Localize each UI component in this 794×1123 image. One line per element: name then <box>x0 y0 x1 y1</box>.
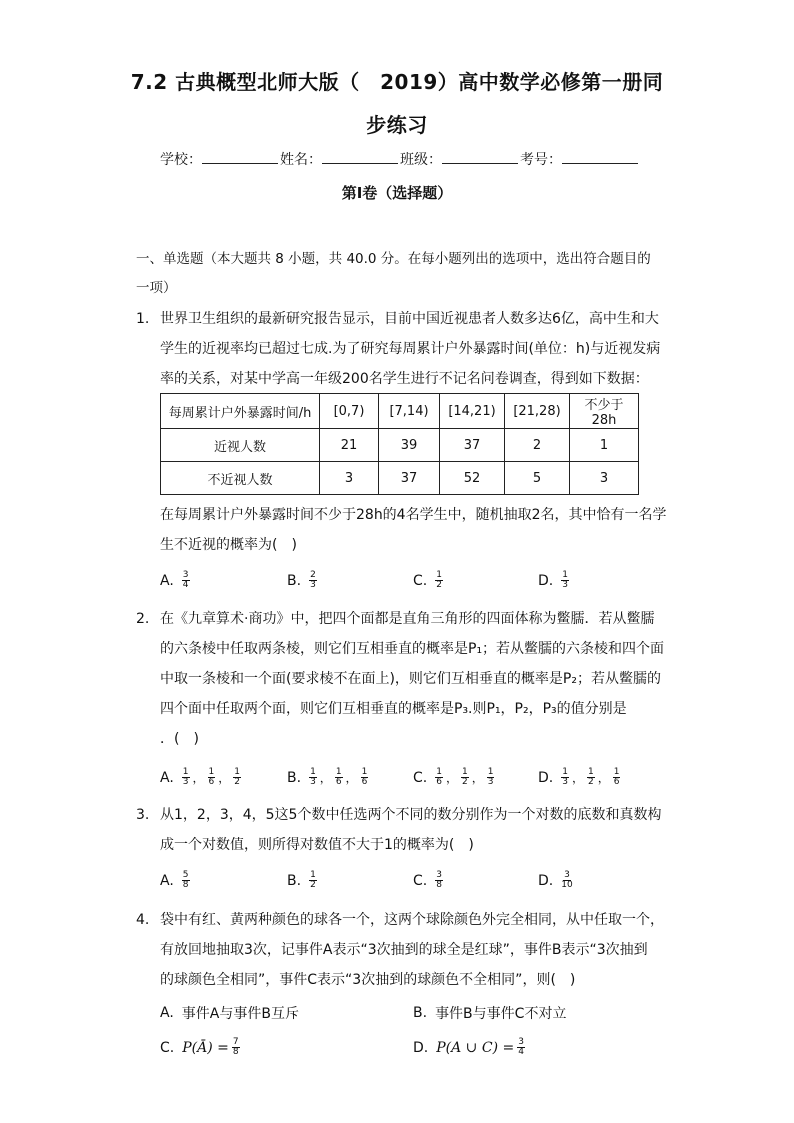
question-line: 学生的近视率均已超过七成.为了研究每周累计户外暴露时间(单位：h)与近视发病 <box>160 341 661 357</box>
option-label: D. <box>538 572 554 589</box>
section-title: 第I卷（选择题） <box>341 184 453 202</box>
table-row <box>161 462 639 495</box>
question-1-cont <box>160 500 670 560</box>
class-label: 班级： <box>400 152 442 168</box>
exam-number-blank[interactable] <box>562 149 638 164</box>
fraction: $\frac{2}{3}$ <box>310 570 316 590</box>
option-text: 事件A与事件B互斥 <box>181 1006 299 1022</box>
option-b[interactable] <box>287 871 317 890</box>
fraction: $\frac{1}{3}$ <box>562 767 568 787</box>
option-label: D. <box>538 769 554 786</box>
question-3 <box>136 800 666 860</box>
question-line: 的球颜色全相同”，事件C表示“3次抽到的球颜色不全相同”，则( ) <box>160 972 576 988</box>
fraction: $\frac{3}{10}$ <box>561 870 573 890</box>
question-1 <box>136 304 666 394</box>
school-blank[interactable] <box>202 149 278 164</box>
table-cell: 37 <box>379 462 440 495</box>
instructions <box>136 245 666 303</box>
question-line: 四个面中任取两个面，则它们互相垂直的概率是P₃.则P₁，P₂，P₃的值分别是 <box>160 701 627 717</box>
table-header-cell: [21,28) <box>505 394 570 429</box>
survey-table <box>160 393 639 495</box>
option-b[interactable] <box>287 571 317 590</box>
option-a[interactable] <box>160 571 190 590</box>
option-label: B. <box>413 1005 428 1021</box>
fraction: $\frac{1}{3}$ <box>310 767 316 787</box>
option-label: C. <box>413 769 428 786</box>
fraction: $\frac{1}{2}$ <box>310 870 316 890</box>
option-text: 事件B与事件C不对立 <box>435 1006 567 1022</box>
fraction: $\frac{1}{6}$ <box>436 767 442 787</box>
question-line: 生不近视的概率为( ) <box>160 537 297 553</box>
table-row <box>161 429 639 462</box>
question-number: 4. <box>136 912 150 928</box>
instructions-line: 一、单选题（本大题共 8 小题，共 40.0 分。在每小题列出的选项中，选出符合题目的 <box>136 251 651 267</box>
fraction: $\frac{3}{8}$ <box>436 870 442 890</box>
question-line: 袋中有红、黄两种颜色的球各一个，这两个球除颜色外完全相同，从中任取一个， <box>160 912 664 928</box>
option-label: C. <box>413 572 428 589</box>
option-b[interactable] <box>413 1003 566 1023</box>
table-header-cell: [14,21) <box>440 394 505 429</box>
option-d[interactable]: D. $\frac{1}{3}$ ， $\frac{1}{2}$ ， $\frac{1}{6}$ <box>538 767 620 787</box>
fraction: $\frac{3}{4}$ <box>518 1037 524 1057</box>
question-4 <box>136 905 666 995</box>
option-d[interactable] <box>538 871 573 890</box>
name-label: 姓名： <box>280 152 322 168</box>
exam-number-label: 考号： <box>520 152 562 168</box>
option-a[interactable]: A. $\frac{1}{3}$ ， $\frac{1}{6}$ ， $\frac{1}{2}$ <box>160 767 241 787</box>
fraction: $\frac{1}{3}$ <box>562 570 568 590</box>
table-header-cell: [0,7) <box>320 394 379 429</box>
table-cell: 21 <box>320 429 379 462</box>
question-line: 有放回地抽取3次，记事件A表示“3次抽到的球全是红球”，事件B表示“3次抽到 <box>160 942 648 958</box>
option-c[interactable]: C. $\frac{1}{6}$ ， $\frac{1}{2}$ ， $\frac{1}{3}$ <box>413 767 494 787</box>
option-label: B. <box>287 769 302 786</box>
option-text: P(Ā) = <box>182 1039 229 1056</box>
fraction: $\frac{1}{2}$ <box>436 570 442 590</box>
class-blank[interactable] <box>442 149 518 164</box>
fraction: $\frac{1}{3}$ <box>182 767 189 787</box>
table-cell: 近视人数 <box>161 429 320 462</box>
option-label: D. <box>538 872 554 889</box>
page-title-cont: 步练习 <box>366 113 428 137</box>
option-d[interactable] <box>538 571 569 590</box>
fraction: $\frac{1}{2}$ <box>234 767 241 787</box>
table-cell: 37 <box>440 429 505 462</box>
option-text: P(A ∪ C) = <box>436 1039 515 1056</box>
option-label: B. <box>287 572 302 589</box>
table-cell: 1 <box>570 429 639 462</box>
fraction: $\frac{1}{2}$ <box>461 767 468 787</box>
table-cell: 39 <box>379 429 440 462</box>
option-c[interactable] <box>413 571 443 590</box>
question-line: 从1，2，3，4，5这5个数中任选两个不同的数分别作为一个对数的底数和真数构 <box>160 807 662 823</box>
page-title: 7.2 古典概型北师大版（ 2019）高中数学必修第一册同 <box>130 70 664 94</box>
question-number: 2. <box>136 611 150 627</box>
question-line: ．( ) <box>160 731 199 747</box>
table-header-cell: 每周累计户外暴露时间/h <box>161 394 320 429</box>
fraction: $\frac{3}{4}$ <box>182 570 189 590</box>
option-label: C. <box>160 1039 175 1056</box>
question-line: 的六条棱中任取两条棱，则它们互相垂直的概率是P₁；若从鳖臑的六条棱和四个面 <box>160 641 665 657</box>
table-cell: 不近视人数 <box>161 462 320 495</box>
table-cell: 3 <box>320 462 379 495</box>
fraction: $\frac{7}{8}$ <box>232 1037 239 1057</box>
table-cell: 52 <box>440 462 505 495</box>
option-a[interactable] <box>160 871 190 890</box>
option-label: A. <box>160 572 174 589</box>
name-blank[interactable] <box>322 149 398 164</box>
option-d[interactable] <box>413 1038 525 1057</box>
table-cell: 5 <box>505 462 570 495</box>
option-label: C. <box>413 872 428 889</box>
option-label: A. <box>160 1005 174 1021</box>
fraction: $\frac{1}{6}$ <box>208 767 215 787</box>
question-line: 中取一条棱和一个面(要求棱不在面上)，则它们互相垂直的概率是P₂；若从鳖臑的 <box>160 671 661 687</box>
fraction: $\frac{1}{2}$ <box>587 767 594 787</box>
option-c[interactable] <box>413 871 443 890</box>
fraction: $\frac{1}{3}$ <box>487 767 494 787</box>
question-line: 成一个对数值，则所得对数值不大于1的概率为( ) <box>160 837 474 853</box>
question-number: 3. <box>136 807 150 823</box>
option-a[interactable] <box>160 1003 299 1023</box>
student-info-fields <box>160 149 640 169</box>
option-label: D. <box>413 1039 429 1056</box>
question-line: 在《九章算术·商功》中，把四个面都是直角三角形的四面体称为鳖臑．若从鳖臑 <box>160 611 655 627</box>
table-header-cell: [7,14) <box>379 394 440 429</box>
question-line: 在每周累计户外暴露时间不少于28h的4名学生中，随机抽取2名，其中恰有一名学 <box>160 507 667 523</box>
question-line: 率的关系，对某中学高一年级200名学生进行不记名问卷调查，得到如下数据： <box>160 371 649 387</box>
fraction: $\frac{1}{6}$ <box>335 767 342 787</box>
fraction: $\frac{1}{6}$ <box>361 767 368 787</box>
question-line: 世界卫生组织的最新研究报告显示，目前中国近视患者人数多达6亿，高中生和大 <box>160 311 659 327</box>
option-label: A. <box>160 769 174 786</box>
school-label: 学校： <box>160 152 202 168</box>
question-2 <box>136 604 666 754</box>
table-cell: 2 <box>505 429 570 462</box>
option-c[interactable] <box>160 1038 240 1057</box>
fraction: $\frac{1}{6}$ <box>613 767 620 787</box>
table-header-cell: 不少于28h <box>570 394 639 429</box>
option-label: B. <box>287 872 302 889</box>
fraction: $\frac{5}{8}$ <box>182 870 189 890</box>
option-b[interactable]: B. $\frac{1}{3}$ ， $\frac{1}{6}$ ， $\frac{1}{6}$ <box>287 767 368 787</box>
table-header-row <box>161 394 639 429</box>
instructions-line: 一项） <box>136 280 177 296</box>
table-cell: 3 <box>570 462 639 495</box>
question-number: 1. <box>136 311 150 327</box>
option-label: A. <box>160 872 174 889</box>
